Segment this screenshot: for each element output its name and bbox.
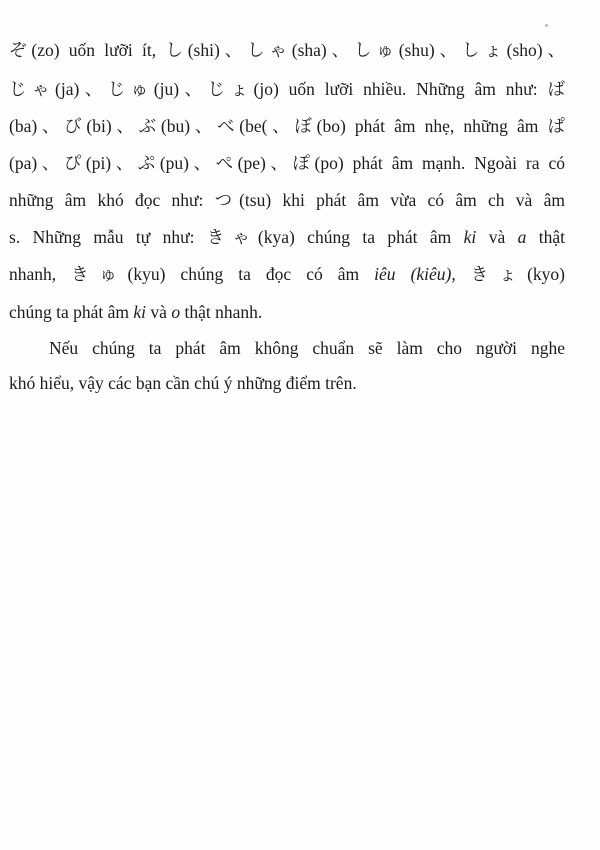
italic-term: a xyxy=(517,227,527,247)
text-run: chúng ta phát âm xyxy=(9,302,134,322)
text-run: nhanh, きゅ(kyu) chúng ta đọc có âm xyxy=(9,264,375,284)
text-line: じゃ(ja)、じゅ(ju)、じょ(jo) uốn lưỡi nhiều. Những âm như: ば xyxy=(9,79,565,99)
text-line xyxy=(9,301,565,323)
italic-term: o xyxy=(171,302,181,322)
text-line: ぞ(zo) uốn lưỡi ít, し(shi)、しゃ(sha)、しゅ(shu)、しょ(sho)、 xyxy=(9,40,565,60)
text-run: và xyxy=(476,227,518,247)
italic-term: iêu (kiêu), xyxy=(374,264,456,284)
text-line: (pa)、ぴ(pi)、ぷ(pu)、ぺ(pe)、ぽ(po) phát âm mạnh. Ngoài ra có xyxy=(9,153,565,173)
text-line: khó hiểu, vậy các bạn cần chú ý những điểm trên. xyxy=(9,373,357,393)
text-run: s. Những mẫu tự như: きゃ(kya) chúng ta phát âm xyxy=(9,227,464,247)
italic-term: ki xyxy=(133,302,147,322)
italic-term: ki xyxy=(463,227,477,247)
text-run: thật nhanh. xyxy=(180,302,263,322)
text-run: きょ(kyo) xyxy=(455,264,566,284)
text-line xyxy=(9,226,565,248)
text-run: thật xyxy=(526,227,565,247)
text-line: (ba)、び(bi)、ぶ(bu)、べ(be(、ぼ(bo) phát âm nhẹ, những âm ぱ xyxy=(9,116,565,136)
text-line xyxy=(9,263,565,285)
text-line: những âm khó đọc như: つ(tsu) khi phát âm vừa có âm ch và âm xyxy=(9,190,565,210)
text-run: và xyxy=(146,302,172,322)
paragraph-first-line: Nếu chúng ta phát âm không chuẩn sẽ làm cho người nghe xyxy=(49,338,565,358)
scan-speck xyxy=(545,24,548,27)
